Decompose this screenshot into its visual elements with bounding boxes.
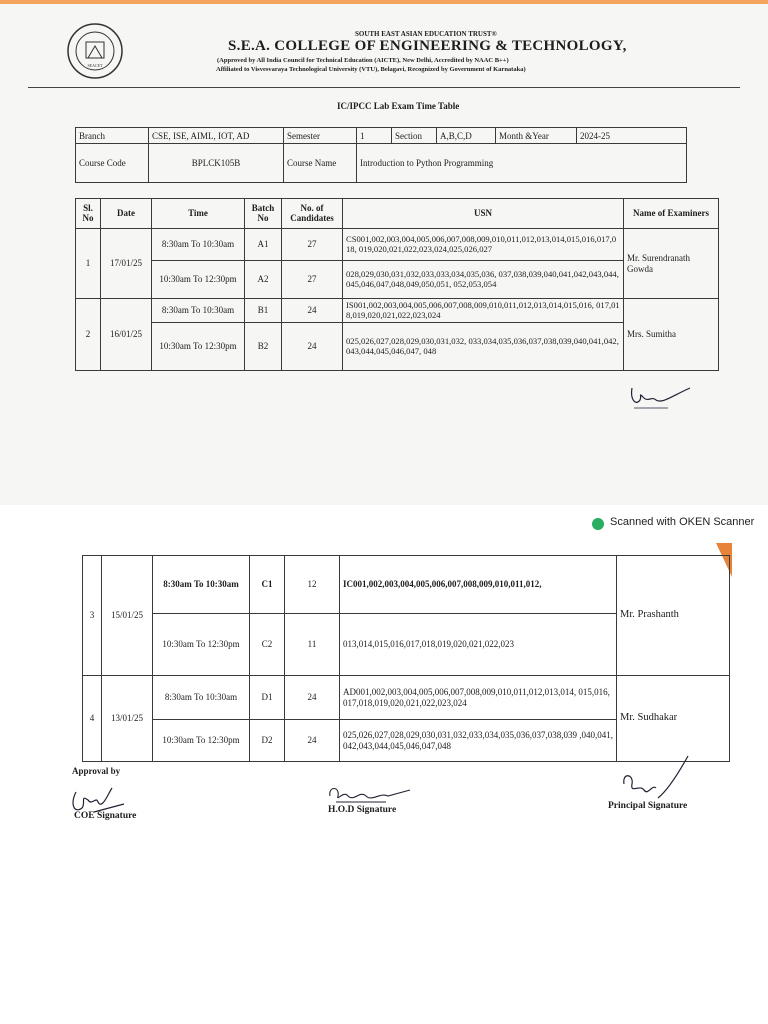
col-candidates: No. of Candidates	[282, 199, 343, 229]
row-examiner: Mr. Surendranath Gowda	[624, 229, 719, 299]
top-edge-strip	[0, 0, 768, 4]
row-batch: C2	[250, 614, 285, 676]
row-examiner: Mr. Prashanth	[617, 556, 730, 676]
semester-label: Semester	[284, 128, 357, 144]
row-usn: IS001,002,003,004,005,006,007,008,009,010,011,012,013,014,015,016, 017,018,019,020,021,022,023,024	[343, 299, 624, 323]
row-count: 24	[285, 676, 340, 720]
row-usn: 025,026,027,028,029,030,031,032, 033,034,035,036,037,038,039,040,041,042,043,044,045,046,047, 048	[343, 323, 624, 371]
row-usn: IC001,002,003,004,005,006,007,008,009,010,011,012,	[340, 556, 617, 614]
table-row	[76, 261, 719, 299]
row-time: 8:30am To 10:30am	[153, 556, 250, 614]
course-code-value: BPLCK105B	[149, 144, 284, 183]
row-count: 24	[285, 720, 340, 762]
row-usn: 013,014,015,016,017,018,019,020,021,022,023	[340, 614, 617, 676]
row-batch: D2	[250, 720, 285, 762]
hod-signature-icon	[326, 782, 416, 806]
row-time: 8:30am To 10:30am	[153, 676, 250, 720]
row-batch: B1	[245, 299, 282, 323]
row-sl: 1	[76, 229, 101, 299]
branch-value: CSE, ISE, AIML, IOT, AD	[149, 128, 284, 144]
affiliation-note: Affiliated to Visvesvaraya Technological University (VTU), Belagavi, Recognized by Government of Karnataka)	[216, 66, 526, 73]
row-examiner: Mrs. Sumitha	[624, 299, 719, 371]
table-row	[76, 299, 719, 323]
course-name-label: Course Name	[284, 144, 357, 183]
examiner-signature-icon	[628, 378, 694, 410]
col-sl-no: Sl. No	[76, 199, 101, 229]
row-count: 11	[285, 614, 340, 676]
approval-note: (Approved by All India Council for Technical Education (AICTE), New Delhi, Accredited by NAAC B++)	[217, 57, 509, 64]
month-year-value: 2024-25	[577, 128, 687, 144]
col-usn: USN	[343, 199, 624, 229]
svg-text:SEACET: SEACET	[87, 63, 103, 68]
row-batch: A1	[245, 229, 282, 261]
document-title: IC/IPCC Lab Exam Time Table	[337, 101, 460, 111]
row-examiner: Mr. Sudhakar	[617, 676, 730, 762]
trust-name: SOUTH EAST ASIAN EDUCATION TRUST®	[355, 30, 497, 38]
principal-signature-icon	[618, 754, 694, 804]
row-date: 15/01/25	[102, 556, 153, 676]
scanner-badge: Scanned with OKEN Scanner	[610, 516, 755, 528]
row-batch: C1	[250, 556, 285, 614]
principal-signature-label: Principal Signature	[608, 801, 688, 811]
month-year-label: Month &Year	[496, 128, 577, 144]
row-sl: 2	[76, 299, 101, 371]
table-row	[76, 323, 719, 371]
section-label: Section	[392, 128, 437, 144]
table-row	[76, 229, 719, 261]
row-batch: B2	[245, 323, 282, 371]
course-code-label: Course Code	[76, 144, 149, 183]
coe-signature-label: COE Signature	[74, 811, 137, 821]
row-usn: 025,026,027,028,029,030,031,032,033,034,035,036,037,038,039 ,040,041,042,043,044,045,046,047,048	[340, 720, 617, 762]
header-divider	[28, 87, 740, 88]
row-time: 8:30am To 10:30am	[152, 299, 245, 323]
row-batch: A2	[245, 261, 282, 299]
timetable-part-one	[75, 198, 719, 371]
col-batch-no: Batch No	[245, 199, 282, 229]
row-usn: CS001,002,003,004,005,006,007,008,009,010,011,012,013,014,015,016,017,018, 019,020,021,022,023,024,025,026,027	[343, 229, 624, 261]
branch-label: Branch	[76, 128, 149, 144]
col-date: Date	[101, 199, 152, 229]
row-date: 17/01/25	[101, 229, 152, 299]
row-time: 10:30am To 12:30pm	[152, 323, 245, 371]
approval-by-label: Approval by	[72, 766, 121, 776]
col-examiners: Name of Examiners	[624, 199, 719, 229]
college-logo-icon	[66, 22, 124, 80]
section-value: A,B,C,D	[437, 128, 496, 144]
table-row	[83, 676, 730, 720]
row-sl: 4	[83, 676, 102, 762]
row-time: 10:30am To 12:30pm	[153, 614, 250, 676]
row-count: 27	[282, 229, 343, 261]
hod-signature-label: H.O.D Signature	[328, 805, 397, 815]
row-batch: D1	[250, 676, 285, 720]
course-name-value: Introduction to Python Programming	[357, 144, 687, 183]
row-count: 24	[282, 323, 343, 371]
row-date: 13/01/25	[102, 676, 153, 762]
row-count: 12	[285, 556, 340, 614]
row-time: 10:30am To 12:30pm	[153, 720, 250, 762]
course-info-table	[75, 127, 687, 183]
table-row	[83, 556, 730, 614]
row-time: 10:30am To 12:30pm	[152, 261, 245, 299]
row-time: 8:30am To 10:30am	[152, 229, 245, 261]
scanner-logo-icon	[592, 518, 604, 530]
row-date: 16/01/25	[101, 299, 152, 371]
row-count: 27	[282, 261, 343, 299]
college-name: S.E.A. COLLEGE OF ENGINEERING & TECHNOLOGY,	[228, 38, 627, 54]
row-usn: 028,029,030,031,032,033,033,034,035,036, 037,038,039,040,041,042,043,044,045,046,047,048,049,050,051, 052,053,054	[343, 261, 624, 299]
semester-value: 1	[357, 128, 392, 144]
row-usn: AD001,002,003,004,005,006,007,008,009,010,011,012,013,014, 015,016, 017,018,019,020,021,022,023,024	[340, 676, 617, 720]
row-sl: 3	[83, 556, 102, 676]
col-time: Time	[152, 199, 245, 229]
row-count: 24	[282, 299, 343, 323]
timetable-part-two	[82, 555, 730, 762]
